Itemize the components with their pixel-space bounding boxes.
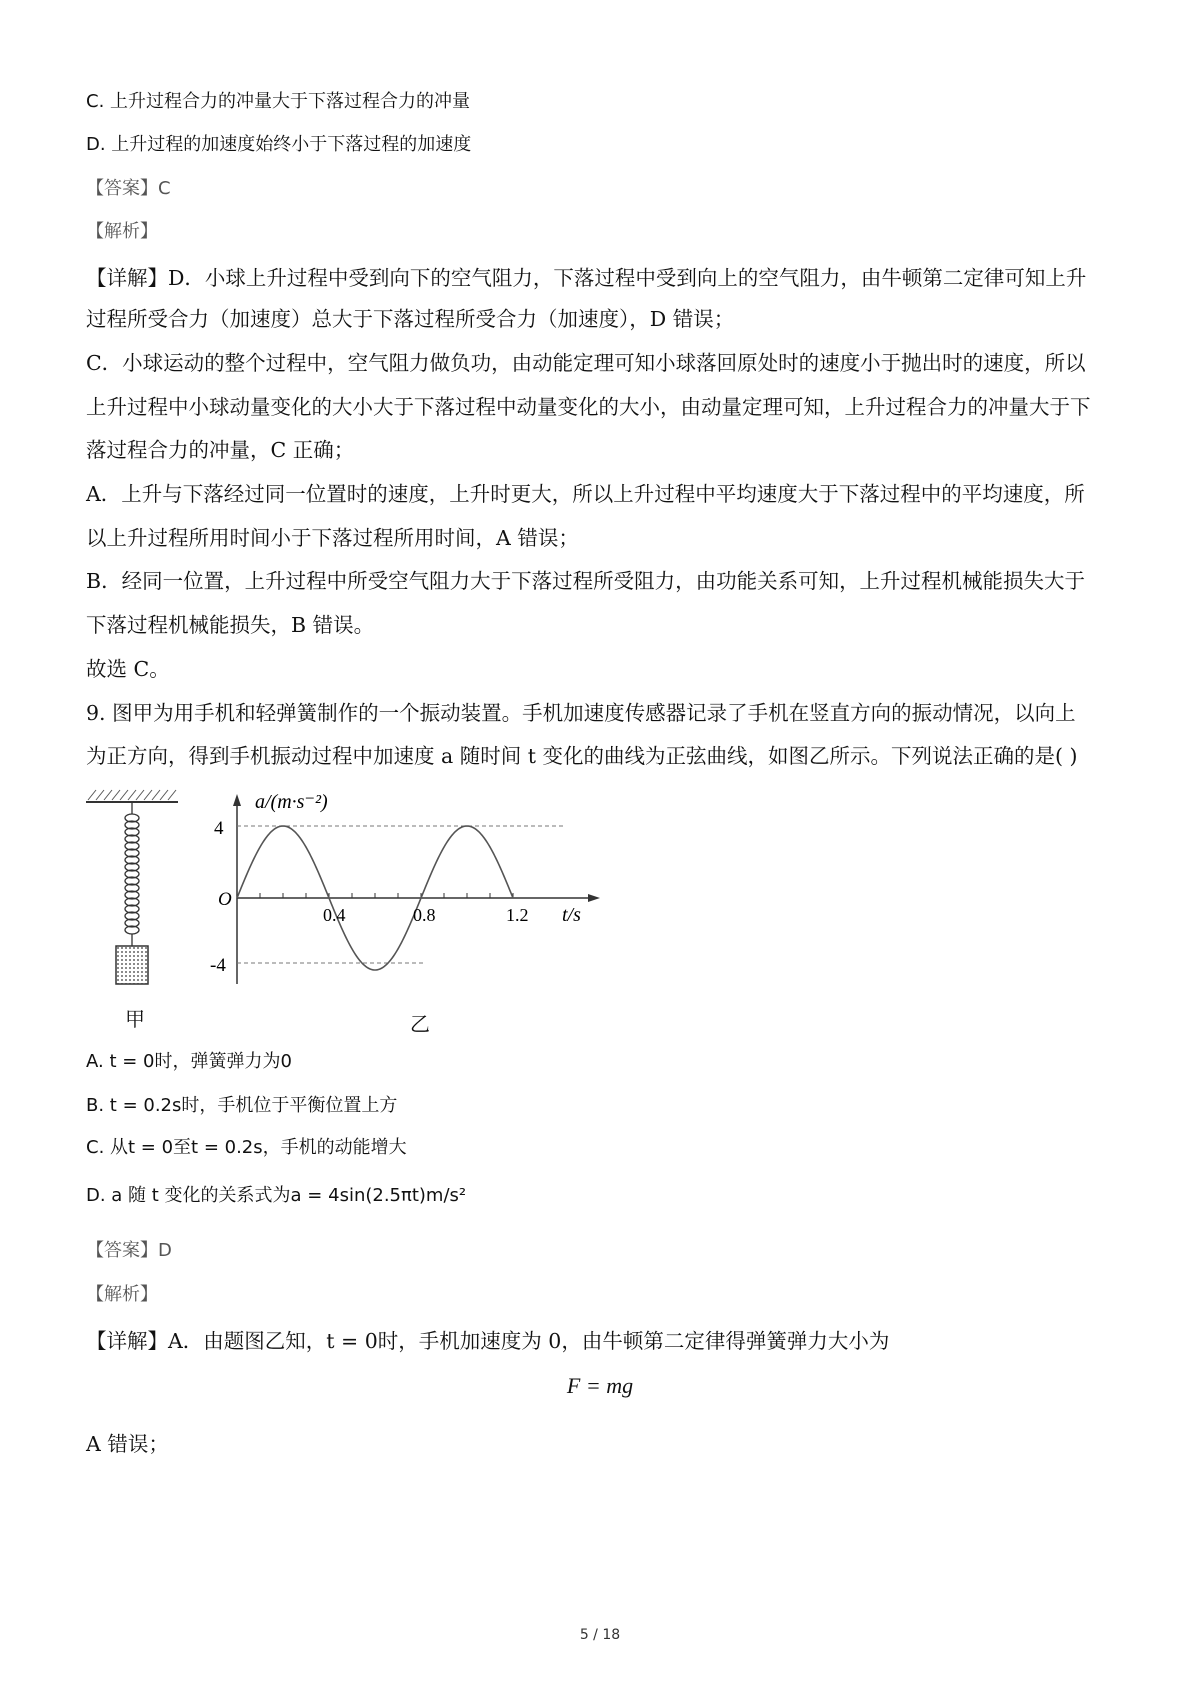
y-tick-neg-4: -4 xyxy=(210,955,226,976)
detail-line-3: C．小球运动的整个过程中，空气阻力做负功，由动能定理可知小球落回原处时的速度小于抛出时的速度，所以 xyxy=(86,351,1086,375)
x-tick-0-8: 0.8 xyxy=(413,905,436,925)
detail-line-7: 以上升过程所用时间小于下落过程所用时间，A 错误； xyxy=(86,526,579,550)
page-number: 5 / 18 xyxy=(579,1627,621,1643)
y-axis-label: a/(m·s⁻²) xyxy=(255,791,328,813)
detail-line-9: 下落过程机械能损失，B 错误。 xyxy=(86,613,375,637)
detail-line-1: 【详解】D．小球上升过程中受到向下的空气阻力，下落过程中受到向上的空气阻力，由牛顿第二定律可知上升 xyxy=(86,266,1087,290)
option-d-line: D. a 随 t 变化的关系式为a = 4sin(2.5πt)m/s² xyxy=(86,1185,467,1206)
analysis-label-2: 【解析】 xyxy=(86,1284,158,1305)
detail-2-line-1: 【详解】A．由题图乙知，t = 0时，手机加速度为 0，由牛顿第二定律得弹簧弹力大小为 xyxy=(86,1329,890,1353)
answer-label: 【答案】C xyxy=(86,178,171,199)
option-a-line: A. t = 0时，弹簧弹力为0 xyxy=(86,1051,292,1072)
analysis-label: 【解析】 xyxy=(86,221,158,242)
x-axis-label: t/s xyxy=(562,904,581,926)
conclusion-line: 故选 C。 xyxy=(86,657,170,681)
acceleration-time-graph xyxy=(200,784,620,994)
x-tick-0-4: 0.4 xyxy=(323,905,346,925)
detail-line-4: 上升过程中小球动量变化的大小大于下落过程中动量变化的大小，由动量定理可知，上升过程合力的冲量大于下 xyxy=(86,395,1091,419)
spring-device-figure xyxy=(80,786,190,986)
detail-line-5: 落过程合力的冲量，C 正确； xyxy=(86,438,355,462)
detail-line-8: B．经同一位置，上升过程中所受空气阻力大于下落过程所受阻力，由功能关系可知，上升过程机械能损失大于 xyxy=(86,569,1086,593)
option-b-line: B. t = 0.2s时，手机位于平衡位置上方 xyxy=(86,1095,398,1116)
origin-label: O xyxy=(218,889,232,910)
formula-f-mg: F = mg xyxy=(566,1373,634,1398)
detail-line-2: 过程所受合力（加速度）总大于下落过程所受合力（加速度），D 错误； xyxy=(86,307,735,331)
caption-yi: 乙 xyxy=(410,1012,430,1036)
x-tick-1-2: 1.2 xyxy=(506,905,529,925)
question-9-line-2: 为正方向，得到手机振动过程中加速度 a 随时间 t 变化的曲线为正弦曲线，如图乙所示。下列说法正确的是( ) xyxy=(86,744,1078,768)
caption-jia: 甲 xyxy=(125,1007,145,1031)
phone-block xyxy=(116,946,148,984)
option-c-text: C. 上升过程合力的冲量大于下落过程合力的冲量 xyxy=(86,91,471,112)
answer-label-2: 【答案】D xyxy=(86,1240,172,1261)
detail-line-6: A．上升与下落经过同一位置时的速度，上升时更大，所以上升过程中平均速度大于下落过程中的平均速度，所 xyxy=(86,482,1085,506)
y-tick-4: 4 xyxy=(214,818,224,839)
conclusion-line-2: A 错误； xyxy=(86,1432,169,1456)
option-d-text: D. 上升过程的加速度始终小于下落过程的加速度 xyxy=(86,134,472,155)
option-c-line: C. 从t = 0至t = 0.2s，手机的动能增大 xyxy=(86,1137,407,1158)
question-9-line-1: 9. 图甲为用手机和轻弹簧制作的一个振动装置。手机加速度传感器记录了手机在竖直方向的振动情况，以向上 xyxy=(86,701,1076,725)
spring-coil xyxy=(125,802,139,946)
